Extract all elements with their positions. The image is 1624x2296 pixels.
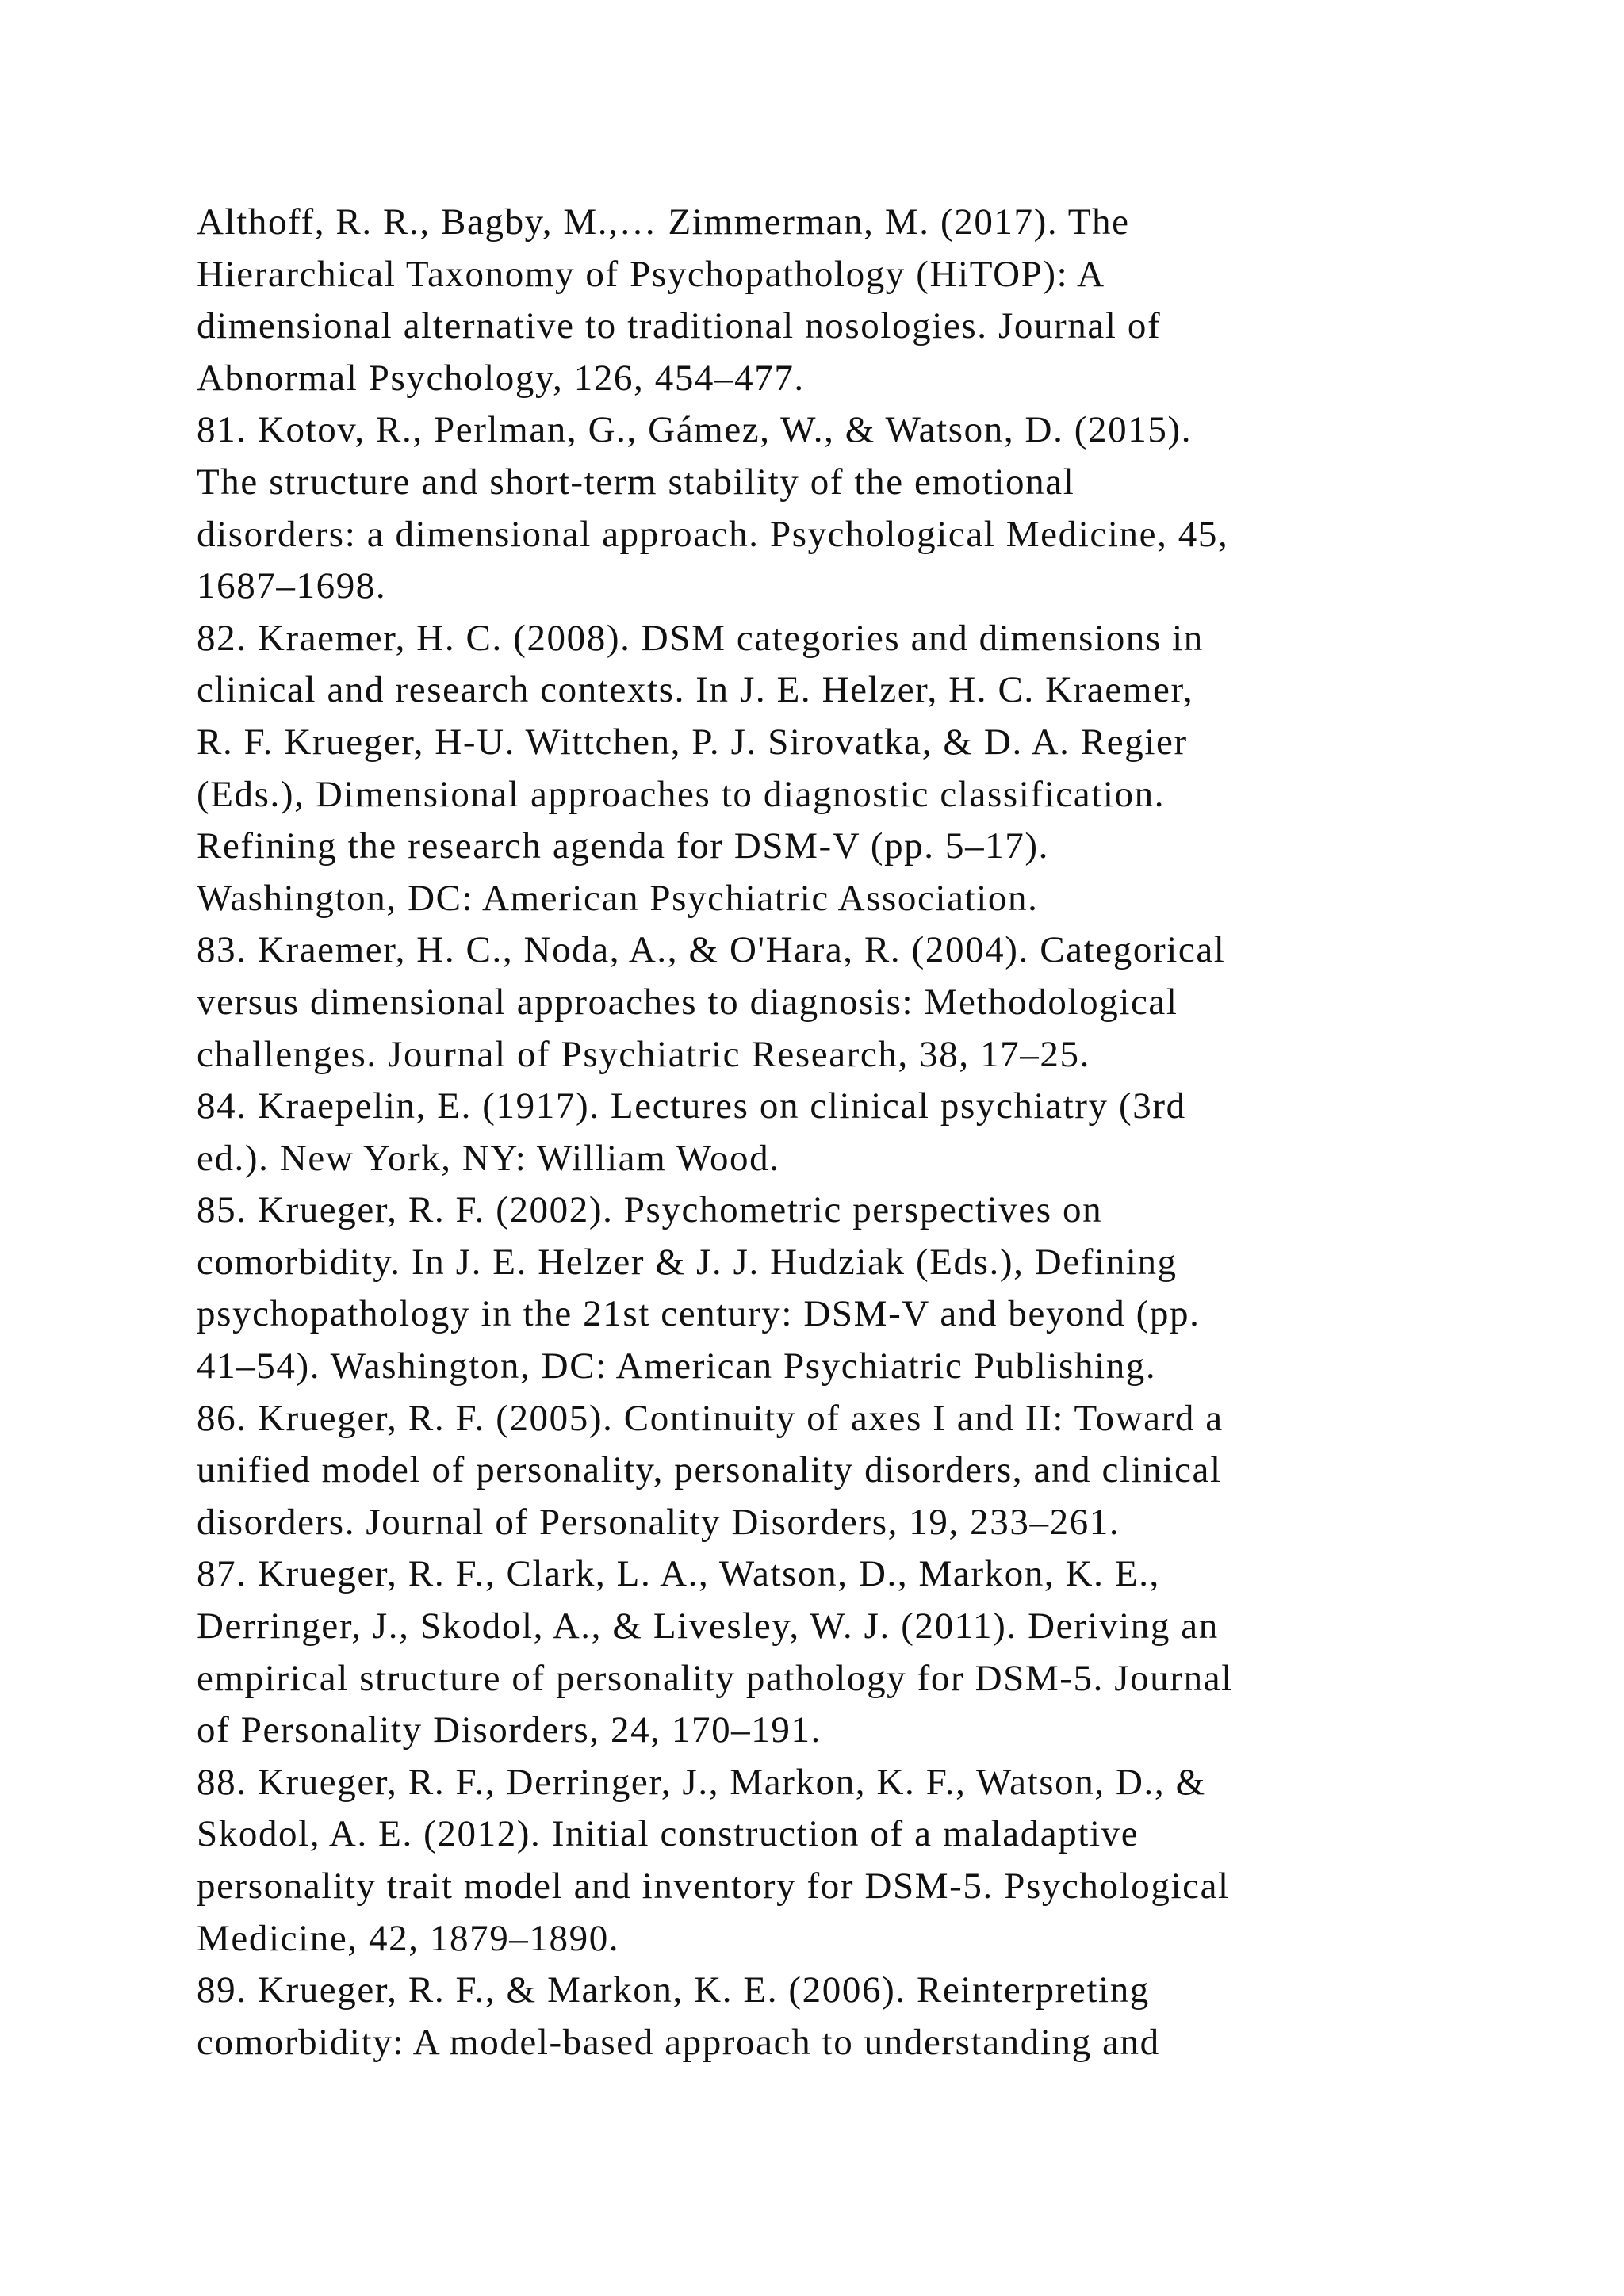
text-line: The structure and short-term stability of the emotional xyxy=(197,461,1075,503)
text-line: of Personality Disorders, 24, 170–191. xyxy=(197,1709,822,1751)
text-line: 88. Krueger, R. F., Derringer, J., Markon, K. F., Watson, D., & xyxy=(197,1761,1206,1803)
text-line: Medicine, 42, 1879–1890. xyxy=(197,1917,620,1959)
text-line: Hierarchical Taxonomy of Psychopathology (HiTOP): A xyxy=(197,253,1105,295)
text-line: Abnormal Psychology, 126, 454–477. xyxy=(197,357,805,399)
text-line: Derringer, J., Skodol, A., & Livesley, W. J. (2011). Deriving an xyxy=(197,1605,1219,1647)
text-line: 87. Krueger, R. F., Clark, L. A., Watson, D., Markon, K. E., xyxy=(197,1553,1160,1595)
text-line: clinical and research contexts. In J. E. Helzer, H. C. Kraemer, xyxy=(197,669,1194,711)
text-line: psychopathology in the 21st century: DSM-V and beyond (pp. xyxy=(197,1293,1201,1335)
text-line: disorders. Journal of Personality Disorders, 19, 233–261. xyxy=(197,1501,1120,1543)
text-line: Refining the research agenda for DSM-V (pp. 5–17). xyxy=(197,825,1049,867)
text-line: Skodol, A. E. (2012). Initial construction of a maladaptive xyxy=(197,1813,1139,1855)
reference-list xyxy=(197,197,1497,2068)
text-line: 1687–1698. xyxy=(197,565,387,607)
text-line: 85. Krueger, R. F. (2002). Psychometric perspectives on xyxy=(197,1189,1103,1231)
text-line: dimensional alternative to traditional nosologies. Journal of xyxy=(197,305,1162,347)
text-line: 89. Krueger, R. F., & Markon, K. E. (2006). Reinterpreting xyxy=(197,1969,1150,2011)
text-line: 84. Kraepelin, E. (1917). Lectures on clinical psychiatry (3rd xyxy=(197,1085,1186,1127)
text-line: 81. Kotov, R., Perlman, G., Gámez, W., & Watson, D. (2015). xyxy=(197,409,1193,451)
text-line: 86. Krueger, R. F. (2005). Continuity of axes I and II: Toward a xyxy=(197,1397,1224,1439)
text-line: disorders: a dimensional approach. Psychological Medicine, 45, xyxy=(197,513,1229,555)
text-line: challenges. Journal of Psychiatric Research, 38, 17–25. xyxy=(197,1033,1090,1075)
text-line: versus dimensional approaches to diagnosis: Methodological xyxy=(197,981,1178,1023)
text-line: (Eds.), Dimensional approaches to diagnostic classification. xyxy=(197,773,1166,815)
text-line: Althoff, R. R., Bagby, M.,… Zimmerman, M. (2017). The xyxy=(197,201,1130,243)
text-line: ed.). New York, NY: William Wood. xyxy=(197,1137,780,1179)
text-line: personality trait model and inventory for DSM-5. Psychological xyxy=(197,1866,1230,1907)
text-line: unified model of personality, personality disorders, and clinical xyxy=(197,1449,1222,1491)
text-line: comorbidity: A model-based approach to understanding and xyxy=(197,2021,1160,2063)
text-line: 83. Kraemer, H. C., Noda, A., & O'Hara, R. (2004). Categorical xyxy=(197,929,1226,971)
text-line: 41–54). Washington, DC: American Psychiatric Publishing. xyxy=(197,1345,1157,1387)
text-line: Washington, DC: American Psychiatric Association. xyxy=(197,877,1039,919)
text-line: empirical structure of personality pathology for DSM-5. Journal xyxy=(197,1657,1233,1699)
text-line: comorbidity. In J. E. Helzer & J. J. Hudziak (Eds.), Defining xyxy=(197,1241,1178,1283)
text-line: 82. Kraemer, H. C. (2008). DSM categories and dimensions in xyxy=(197,617,1204,659)
text-line: R. F. Krueger, H-U. Wittchen, P. J. Sirovatka, & D. A. Regier xyxy=(197,721,1188,763)
